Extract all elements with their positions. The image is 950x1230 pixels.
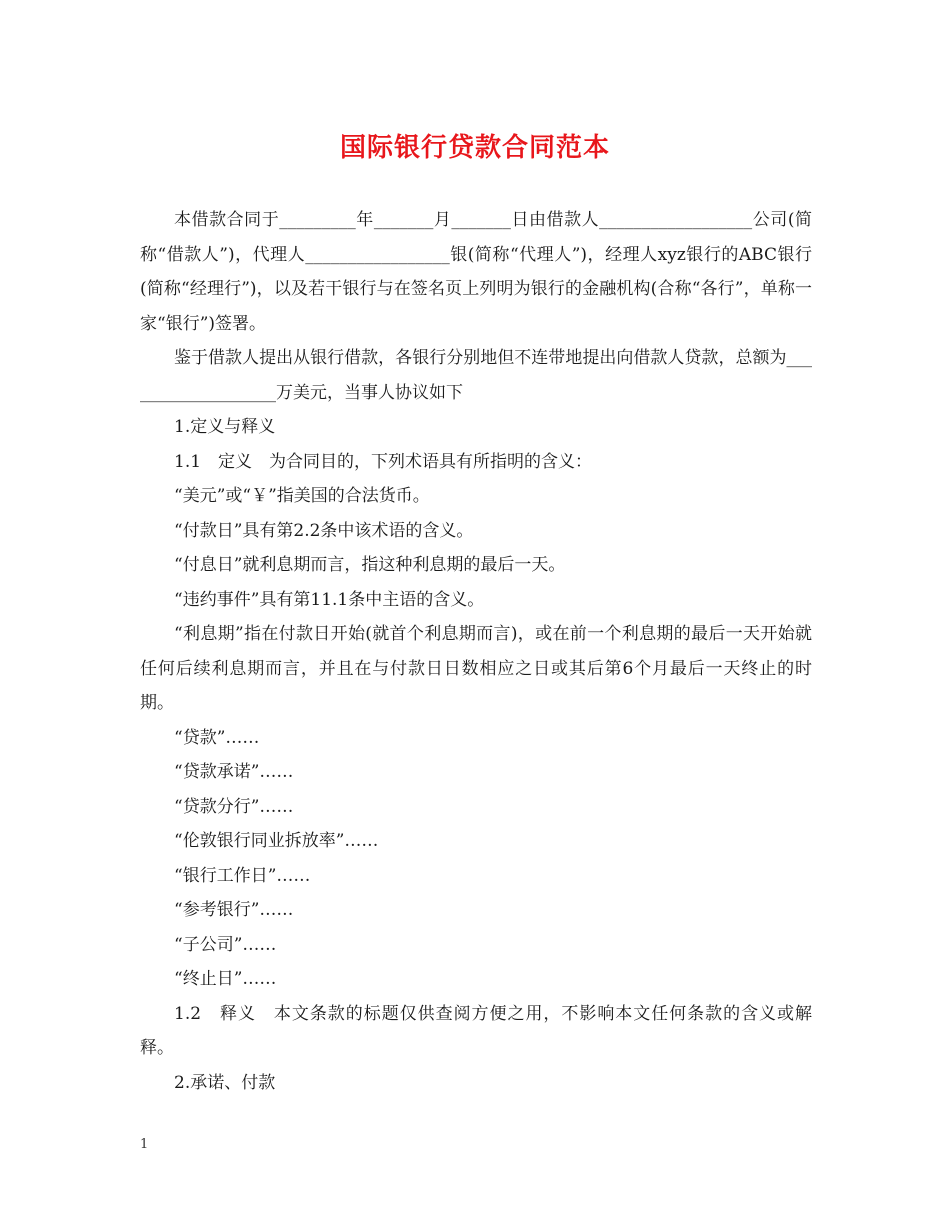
definition-interest-payment-date: “付息日”就利息期而言，指这种利息期的最后一天。 (174, 555, 566, 575)
clause-1-1: 1.1 定义 为合同目的，下列术语具有所指明的含义： (174, 451, 593, 472)
paragraph-intro: 本借款合同于_________年_______月_______日由借款人__________________公司(简称“借款人”)，代理人_________________银(简称“代理人”)，经理人xyz银行的ABC银行(简称“经理行”)，以及若干银行与在签名页上列明为银行的金融机构(合称“各行”，单称一家“银行”)签署。 (140, 210, 812, 334)
definition-subsidiary: “子公司”…… (174, 934, 277, 955)
definition-business-day: “银行工作日”…… (174, 865, 311, 886)
definition-libor: “伦敦银行同业拆放率”…… (174, 831, 379, 851)
clause-1-2: 1.2 释义 本文条款的标题仅供查阅方便之用，不影响本文任何条款的含义或解释。 (140, 1003, 812, 1058)
paragraph-whereas: 鉴于借款人提出从银行借款，各银行分别地但不连带地提出向借款人贷款，总额为___________________万美元，当事人协议如下 (140, 348, 812, 403)
definition-lending-branch: “贷款分行”…… (174, 796, 294, 817)
page-number: 1 (140, 1137, 149, 1152)
definition-loan: “贷款”…… (174, 727, 260, 748)
definition-loan-commitment: “贷款承诺”…… (174, 762, 294, 782)
definition-reference-bank: “参考银行”…… (174, 900, 294, 920)
definition-interest-period: “利息期”指在付款日开始(就首个利息期而言)，或在前一个利息期的最后一天开始就任何后续利息期而言，并且在与付款日日数相应之日或其后第6个月最后一天终止的时期。 (140, 624, 812, 713)
definition-dollar: “美元”或“￥”指美国的合法货币。 (174, 486, 430, 506)
document-body (140, 203, 812, 1100)
definition-payment-date: “付款日”具有第2.2条中该术语的含义。 (174, 520, 474, 541)
section-heading-1: 1.定义与释义 (174, 417, 276, 437)
definition-event-of-default: “违约事件”具有第11.1条中主语的含义。 (174, 589, 485, 610)
section-heading-2: 2.承诺、付款 (174, 1072, 276, 1093)
definition-termination-date: “终止日”…… (174, 969, 277, 989)
document-title: 国际银行贷款合同范本 (339, 133, 610, 163)
